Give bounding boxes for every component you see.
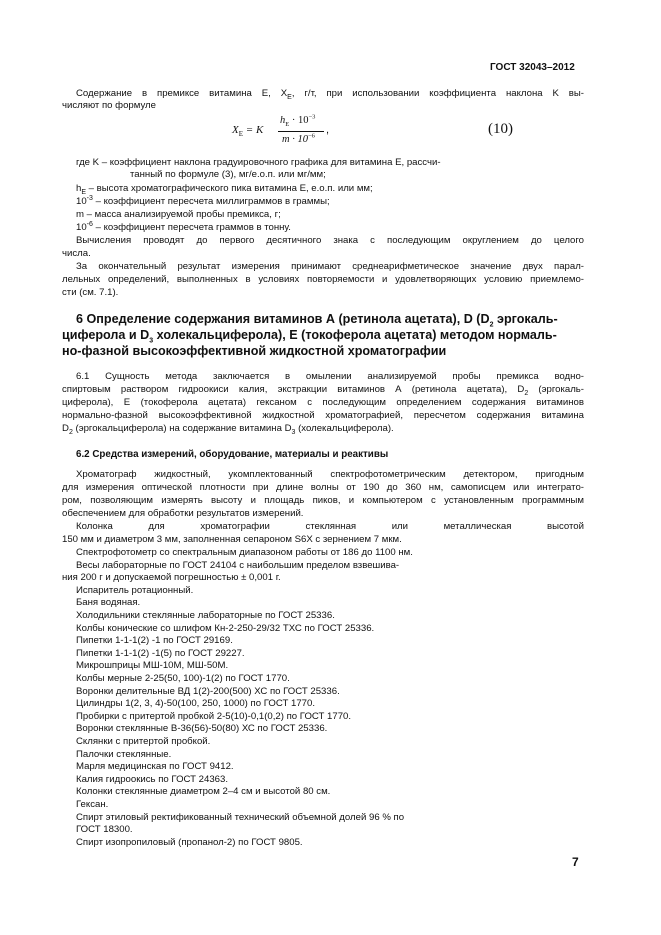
- formula-denominator: $m \cdot 10^{-6}$: [282, 132, 315, 145]
- list-item: Калия гидроокись по ГОСТ 24363.: [76, 773, 229, 785]
- list-item: Спирт этиловый ректификованный технический объемной долей 96 % по: [76, 811, 405, 823]
- list-item: Гексан.: [76, 799, 109, 810]
- formula-comma: ,: [326, 124, 330, 136]
- p62-line: 150 мм и диаметром 3 мм, заполненная сепароном S6X с зернением 7 мкм.: [62, 534, 402, 545]
- fraction-bar: [278, 131, 324, 132]
- calc-line: За окончательный результат измерения принимают среднеарифметическое значение двух парал-: [76, 261, 584, 272]
- list-item: ГОСТ 18300.: [76, 824, 133, 836]
- p61-line: спиртовым раствором гидроокиси калия, экстракции витаминов А (ретинола ацетата), $D_2$ (эргокаль-: [62, 384, 584, 397]
- where-line: где K – коэффициент наклона градуировочного графика для витамина E, рассчи-: [76, 157, 441, 168]
- section-6-heading: но-фазной высокоэффективной жидкостной хроматографии: [62, 344, 447, 358]
- list-item: Склянки с притертой пробкой.: [76, 736, 211, 747]
- where-line: $10^{-6}$ – коэффициент пересчета граммов в тонну.: [76, 220, 291, 233]
- list-item: Воронки стеклянные В-36(56)-50(80) ХС по ГОСТ 25336.: [76, 723, 328, 735]
- list-item: Пробирки с притертой пробкой 2-5(10)-0,1(0,2) по ГОСТ 1770.: [76, 710, 352, 722]
- list-item: Воронки делительные ВД 1(2)-200(500) ХС по ГОСТ 25336.: [76, 685, 340, 697]
- list-item: Спектрофотометр со спектральным диапазоном работы от 186 до 1100 нм.: [76, 547, 413, 558]
- list-item: Колонки стеклянные диаметром 2–4 см и высотой 80 см.: [76, 786, 331, 798]
- calc-line: лельных определений, выполненных в условиях повторяемости и удовлетворяющих условию приемлемо-: [62, 274, 584, 285]
- where-line: m – масса анализируемой пробы премикса, г;: [76, 209, 281, 220]
- calc-line: числа.: [62, 248, 91, 259]
- p61-line: 6.1 Сущность метода заключается в омылении анализируемой пробы премикса водно-: [76, 371, 584, 382]
- section-6-heading: циферола и $D_3$ холекальциферола), E (токоферола ацетата) методом нормаль-: [62, 328, 557, 345]
- p62-line: Хроматограф жидкостный, укомплектованный спектрофотометрическим детектором, пригодным: [76, 469, 584, 480]
- p61-line: $D_2$ (эргокальциферола) на содержание витамина $D_3$ (холекальциферола).: [62, 423, 394, 436]
- list-item: Испаритель ротационный.: [76, 584, 194, 596]
- section-6-2-heading: 6.2 Средства измерений, оборудование, материалы и реактивы: [76, 449, 389, 460]
- p62-line: Колонка для хроматографии стеклянная или металлическая высотой: [76, 521, 584, 532]
- list-item: Палочки стеклянные.: [76, 748, 172, 760]
- list-item: Марля медицинская по ГОСТ 9412.: [76, 761, 234, 773]
- list-item: Колбы мерные 2-25(50, 100)-1(2) по ГОСТ 1770.: [76, 673, 290, 684]
- page-number: 7: [572, 855, 579, 869]
- calc-line: Вычисления проводят до первого десятичного знака с последующим округлением до целого: [76, 235, 584, 246]
- document-code: ГОСТ 32043–2012: [490, 62, 575, 73]
- where-line: $10^{-3}$ – коэффициент пересчета миллиграммов в граммы;: [76, 194, 330, 207]
- list-item: Цилиндры 1(2, 3, 4)-50(100, 250, 1000) по ГОСТ 1770.: [76, 698, 315, 710]
- p62-line: обеспечением для обработки результатов измерений.: [62, 508, 304, 519]
- list-item: Весы лабораторные по ГОСТ 24104 с наибольшим пределом взвешива-: [76, 559, 400, 571]
- list-item: ния 200 г и допускаемой погрешностью ± 0,001 г.: [62, 572, 281, 584]
- formula-numerator: $h_E \cdot 10^{-3}$: [280, 113, 316, 129]
- section-6-heading: 6 Определение содержания витаминов А (ретинола ацетата), D ($D_2$ эргокаль-: [76, 312, 558, 329]
- where-line: $h_E$ – высота хроматографического пика витамина E, е.о.п. или мм;: [76, 183, 373, 196]
- intro-line: числяют по формуле: [62, 100, 156, 111]
- list-item: Холодильники стеклянные лабораторные по ГОСТ 25336.: [76, 610, 335, 621]
- calc-line: сти (см. 7.1).: [62, 287, 119, 298]
- list-item: Пипетки 1-1-1(2) -1 по ГОСТ 29169.: [76, 635, 233, 647]
- list-item: Баня водяная.: [76, 597, 141, 609]
- p61-line: нормально-фазной высокоэффективной жидкостной хроматографией, пересчетом содержания витамина: [62, 410, 584, 421]
- list-item: Колбы конические со шлифом Кн-2-250-29/32 ТХС по ГОСТ 25336.: [76, 622, 375, 634]
- formula-number: (10): [488, 121, 513, 137]
- p61-line: циферола), E (токоферола ацетата) гексаном с последующим определением содержания витаминов: [62, 397, 584, 408]
- formula-lhs: $X_E = K$: [232, 124, 264, 139]
- list-item: Микрошприцы МШ-10М, МШ-50М.: [76, 660, 229, 672]
- intro-line: Содержание в премиксе витамина E, $X_E$, г/т, при использовании коэффициента наклона K вы-: [76, 88, 584, 101]
- p62-line: для измерения оптической плотности при длине волны от 190 до 360 нм, самописцем или интеграто-: [62, 482, 584, 493]
- p62-line: ром, позволяющим измерять высоту и площадь пиков, и компьютером с установленным программным: [62, 495, 584, 506]
- list-item: Спирт изопропиловый (пропанол-2) по ГОСТ 9805.: [76, 836, 303, 848]
- where-line: танный по формуле (3), мг/е.о.п. или мг/мм;: [130, 169, 326, 180]
- list-item: Пипетки 1-1-1(2) -1(5) по ГОСТ 29227.: [76, 647, 245, 659]
